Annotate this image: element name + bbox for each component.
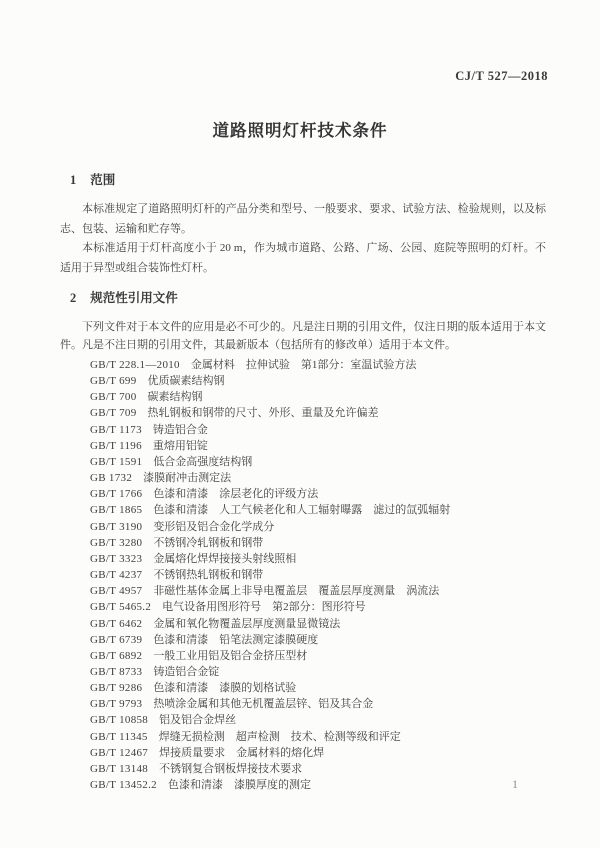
reference-title: 金属材料 拉伸试验 第1部分：室温试验方法 [190, 359, 417, 371]
references-list [90, 357, 546, 793]
reference-item [90, 470, 546, 486]
reference-item [90, 632, 546, 648]
reference-item [90, 599, 546, 615]
page-title: 道路照明灯杆技术条件 [212, 121, 388, 140]
section-2-intro-paragraph: 下列文件对于本文件的应用是必不可少的。凡是注日期的引用文件，仅注日期的版本适用于本文件。凡是不注日期的引用文件，其最新版本（包括所有的修改单）适用于本文件。 [60, 321, 546, 351]
reference-code: GB/T 709 [90, 407, 137, 420]
reference-code: GB/T 6739 [90, 633, 143, 646]
reference-code: GB 1732 [90, 472, 133, 485]
reference-item [90, 761, 546, 777]
reference-code: GB/T 3280 [90, 536, 143, 549]
reference-title: 电气设备用图形符号 第2部分：图形符号 [162, 601, 366, 614]
reference-code: GB/T 700 [90, 391, 137, 404]
reference-title: 金属和氧化物覆盖层厚度测量显微镜法 [153, 617, 341, 630]
reference-item [90, 680, 546, 696]
reference-code: GB/T 4237 [90, 569, 143, 582]
section-1-title: 范围 [90, 173, 116, 187]
reference-title: 低合金高强度结构钢 [153, 455, 253, 468]
reference-title: 漆膜耐冲击测定法 [143, 472, 232, 485]
reference-item [90, 664, 546, 680]
reference-title: 色漆和清漆 铅笔法测定漆膜硬度 [153, 633, 319, 646]
reference-item [90, 357, 546, 373]
reference-code: GB/T 1865 [90, 504, 143, 517]
reference-title: 碳素结构钢 [147, 391, 203, 404]
reference-item [90, 422, 546, 438]
reference-code: GB/T 6462 [90, 617, 143, 630]
reference-code: GB/T 8733 [90, 665, 143, 678]
document-content [60, 173, 546, 793]
section-2-number: 2 [70, 291, 77, 305]
reference-title: 色漆和清漆 漆膜的划格试验 [153, 682, 297, 695]
reference-code: GB/T 1173 [90, 423, 142, 436]
reference-code: GB/T 10858 [90, 714, 149, 727]
section-1-paragraph-2: 本标准适用于灯杆高度小于 20 m，作为城市道路、公路、广场、公园、庭院等照明的灯杆。不适用于异型或组合装饰性灯杆。 [60, 242, 546, 274]
reference-item [90, 486, 546, 502]
page-number: 1 [512, 777, 518, 791]
reference-item [90, 583, 546, 599]
reference-item [90, 519, 546, 535]
reference-title: 重熔用铝锭 [152, 439, 208, 452]
reference-title: 铸造铝合金 [152, 423, 208, 436]
reference-item [90, 551, 546, 567]
reference-title: 不锈钢热轧钢板和钢带 [153, 569, 264, 582]
reference-item [90, 438, 546, 454]
reference-title: 色漆和清漆 漆膜厚度的测定 [167, 779, 311, 792]
reference-title: 色漆和清漆 涂层老化的评级方法 [153, 488, 319, 501]
reference-title: 焊缝无损检测 超声检测 技术、检测等级和评定 [158, 730, 401, 743]
section-2-heading [70, 291, 546, 305]
reference-title: 非磁性基体金属上非导电覆盖层 覆盖层厚度测量 涡流法 [153, 585, 440, 598]
reference-title: 铸造铝合金锭 [153, 665, 220, 678]
reference-title: 铝及铝合金焊丝 [159, 714, 237, 727]
reference-code: GB/T 4957 [90, 585, 143, 598]
reference-title: 一般工业用铝及铝合金挤压型材 [153, 649, 308, 662]
reference-title: 不锈钢复合钢板焊接技术要求 [159, 762, 303, 775]
reference-item [90, 454, 546, 470]
reference-item [90, 777, 546, 793]
section-1-paragraph-1: 本标准规定了道路照明灯杆的产品分类和型号、一般要求、要求、试验方法、检验规则，以及标志、包装、运输和贮存等。 [60, 203, 546, 235]
reference-item [90, 535, 546, 551]
reference-item [90, 616, 546, 632]
reference-item [90, 567, 546, 583]
reference-item [90, 729, 546, 745]
reference-code: GB/T 1591 [90, 455, 143, 468]
reference-code: GB/T 6892 [90, 649, 143, 662]
reference-title: 热轧钢板和钢带的尺寸、外形、重量及允许偏差 [147, 407, 379, 420]
reference-item [90, 502, 546, 518]
section-1-heading [70, 173, 546, 187]
reference-item [90, 745, 546, 761]
reference-code: GB/T 9286 [90, 682, 143, 695]
section-2-title: 规范性引用文件 [90, 291, 178, 305]
reference-item [90, 405, 546, 421]
reference-title: 色漆和清漆 人工气候老化和人工辐射曝露 滤过的氙弧辐射 [153, 504, 451, 517]
reference-code: GB/T 228.1—2010 [90, 359, 180, 371]
standard-number: CJ/T 527—2018 [455, 69, 548, 83]
reference-code: GB/T 13148 [90, 762, 149, 775]
reference-code: GB/T 5465.2 [90, 601, 152, 614]
reference-title: 热喷涂金属和其他无机覆盖层锌、铝及其合金 [153, 698, 374, 711]
reference-item [90, 696, 546, 712]
reference-item [90, 648, 546, 664]
reference-code: GB/T 13452.2 [90, 779, 157, 792]
reference-code: GB/T 9793 [90, 698, 143, 711]
reference-title: 不锈钢冷轧钢板和钢带 [153, 536, 264, 549]
reference-code: GB/T 1766 [90, 488, 143, 501]
reference-code: GB/T 3190 [90, 520, 143, 533]
reference-code: GB/T 12467 [90, 746, 149, 759]
reference-code: GB/T 11345 [90, 730, 148, 743]
reference-title: 金属熔化焊焊接接头射线照相 [153, 552, 297, 565]
reference-title: 优质碳素结构钢 [147, 375, 225, 388]
reference-item [90, 712, 546, 728]
reference-code: GB/T 699 [90, 375, 137, 388]
reference-item [90, 373, 546, 389]
reference-title: 变形铝及铝合金化学成分 [153, 520, 275, 533]
reference-item [90, 389, 546, 405]
reference-code: GB/T 3323 [90, 552, 143, 565]
reference-code: GB/T 1196 [90, 439, 142, 452]
section-1-number: 1 [70, 173, 77, 187]
reference-title: 焊接质量要求 金属材料的熔化焊 [159, 746, 325, 759]
